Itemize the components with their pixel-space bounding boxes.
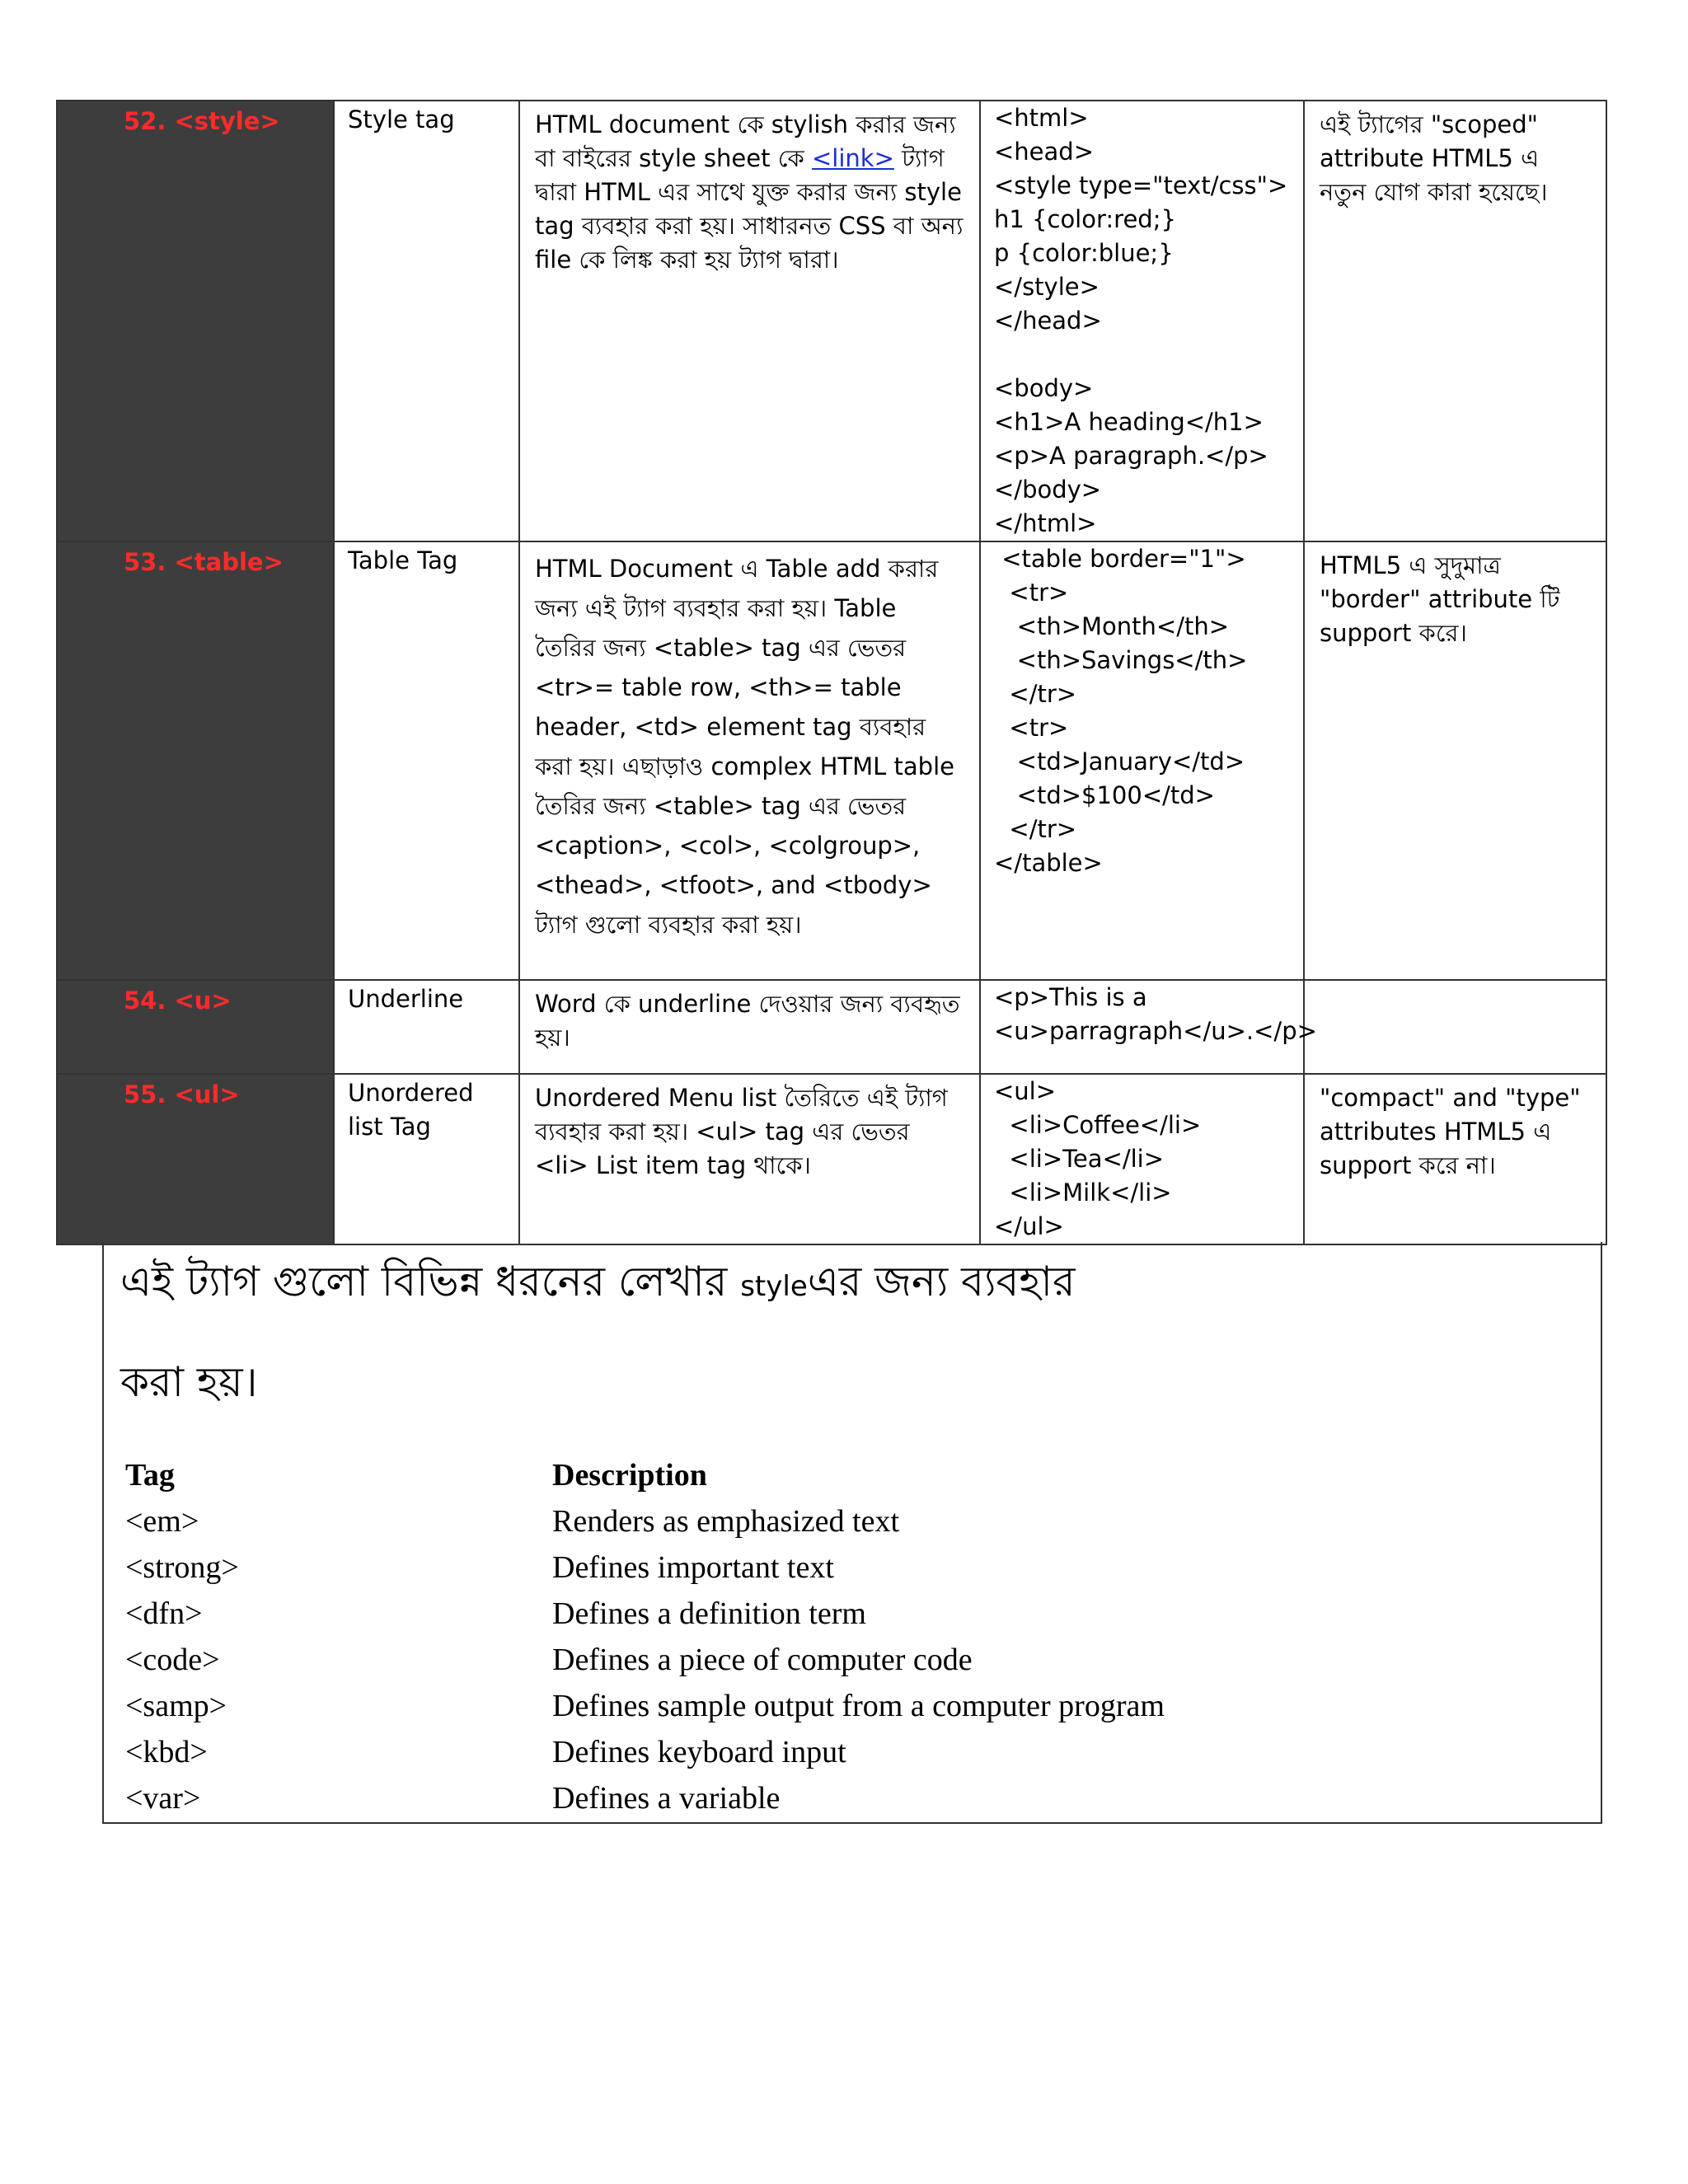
tag-cell: 54. <u>: [57, 980, 334, 1074]
code-example-cell: <html> <head> <style type="text/css"> h1 {color:red;} p {color:blue;} </style> </head> <body> <h1>A heading</h1> <p>A paragraph.</p> </body> </html>: [980, 101, 1304, 541]
tag-cell: 52. <style>: [57, 101, 334, 541]
tag-name: <samp>: [125, 1689, 227, 1723]
note-cell: [1304, 980, 1606, 1074]
column-header-description: Description: [552, 1458, 707, 1493]
table-row: [125, 1498, 1165, 1544]
table-header-row: [125, 1452, 1165, 1498]
tag-description: Defines keyboard input: [552, 1735, 846, 1769]
formatting-tags-section: [102, 1242, 1602, 1824]
html-tags-table: [56, 100, 1607, 1245]
description-cell: HTML document কে stylish করার জন্য বা বাইরের style sheet কে <link> ট্যাগ দ্বারা HTML এর সাথে যুক্ত করার জন্য style tag ব্যবহার করা হয়। সাধারনত CSS বা অন্য file কে লিঙ্ক করা হয় ট্যাগ দ্বারা।: [519, 101, 980, 541]
description-cell: HTML Document এ Table add করার জন্য এই ট্যাগ ব্যবহার করা হয়। Table তৈরির জন্য <table> tag এর ভেতর <tr>= table row, <th>= table header, <td> element tag ব্যবহার করা হয়। এছাড়াও complex HTML table তৈরির জন্য <table> tag এর ভেতর <caption>, <col>, <colgroup>, <thead>, <tfoot>, and <tbody> ট্যাগ গুলো ব্যবহার করা হয়।: [519, 541, 980, 980]
column-header-tag: Tag: [125, 1458, 175, 1493]
table-row: [57, 541, 1606, 980]
table-row: [125, 1775, 1165, 1821]
table-row: [125, 1591, 1165, 1637]
tag-cell: 53. <table>: [57, 541, 334, 980]
table-row: [125, 1683, 1165, 1729]
note-cell: এই ট্যাগের "scoped" attribute HTML5 এ নতুন যোগ কারা হয়েছে।: [1304, 101, 1606, 541]
description-cell: Word কে underline দেওয়ার জন্য ব্যবহৃত হয়।: [519, 980, 980, 1074]
table-row: [57, 980, 1606, 1074]
tag-description: Defines a variable: [552, 1781, 781, 1816]
link-tag-link[interactable]: <link>: [811, 144, 894, 172]
table-row: [57, 1074, 1606, 1244]
name-cell: [334, 1074, 519, 1244]
tag-cell: 55. <ul>: [57, 1074, 334, 1244]
code-example-cell: <p>This is a <u>parragraph</u>.</p>: [980, 980, 1304, 1074]
section-heading: [120, 1249, 1076, 1319]
table-row: [57, 101, 1606, 541]
tag-description: Defines a definition term: [552, 1596, 866, 1631]
tag-name: <var>: [125, 1781, 201, 1816]
heading-part2: এর জন্য ব্যবহার: [807, 1258, 1076, 1305]
name-cell: Table Tag: [334, 541, 519, 980]
code-example-cell: <ul> <li>Coffee</li> <li>Tea</li> <li>Milk</li> </ul>: [980, 1074, 1304, 1244]
tag-name: <kbd>: [125, 1735, 208, 1769]
heading-part1: এই ট্যাগ গুলো বিভিন্ন ধরনের লেখার: [120, 1258, 728, 1305]
tag-name: <strong>: [125, 1550, 239, 1585]
tag-description: Defines important text: [552, 1550, 834, 1585]
note-cell: "compact" and "type" attributes HTML5 এ support করে না।: [1304, 1074, 1606, 1244]
formatting-tags-table: [125, 1452, 1165, 1821]
tag-name: <code>: [125, 1643, 220, 1677]
tag-description: Defines sample output from a computer program: [552, 1689, 1165, 1723]
tag-description: Defines a piece of computer code: [552, 1643, 973, 1677]
name-cell: Underline: [334, 980, 519, 1074]
description-cell: Unordered Menu list তৈরিতে এই ট্যাগ ব্যবহার করা হয়। <ul> tag এর ভেতর <li> List item tag থাকে।: [519, 1074, 980, 1244]
tag-name: <em>: [125, 1504, 199, 1539]
name-line: list Tag: [348, 1113, 431, 1141]
table-row: [125, 1544, 1165, 1591]
heading-style-word: style: [740, 1270, 808, 1303]
tag-name: <dfn>: [125, 1596, 203, 1631]
code-example-cell: <table border="1"> <tr> <th>Month</th> <th>Savings</th> </tr> <tr> <td>January</td> <td>$100</td> </tr> </table>: [980, 541, 1304, 980]
section-heading-line2: করা হয়।: [120, 1358, 258, 1406]
note-cell: HTML5 এ সুদুমাত্র "border" attribute টি support করে।: [1304, 541, 1606, 980]
table-row: [125, 1729, 1165, 1775]
tag-description: Renders as emphasized text: [552, 1504, 900, 1539]
table-row: [125, 1637, 1165, 1683]
name-cell: Style tag: [334, 101, 519, 541]
name-line: Unordered: [348, 1079, 474, 1107]
